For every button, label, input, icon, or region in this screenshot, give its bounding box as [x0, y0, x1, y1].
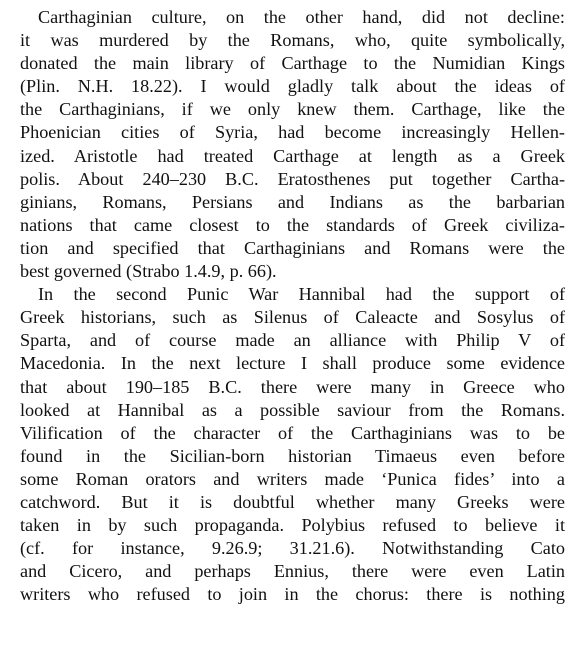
text-line: looked at Hannibal as a possible saviour from the Romans. — [20, 399, 565, 420]
text-line: writers who refused to join in the chorus: there is nothing — [20, 584, 565, 605]
text-line: Vilification of the character of the Carthaginians was to be — [20, 422, 565, 443]
text-line: Phoenician cities of Syria, had become increasingly Hellen- — [20, 122, 565, 143]
paragraph-carthaginian-culture — [20, 6, 565, 283]
text-line: (Plin. N.H. 18.22). I would gladly talk about the ideas of — [20, 76, 565, 97]
paragraph-second-punic-war — [20, 283, 565, 606]
text-line: the Carthaginians, if we only knew them. Carthage, like the — [20, 99, 565, 120]
text-line: donated the main library of Carthage to the Numidian Kings — [20, 53, 565, 74]
text-line: and Cicero, and perhaps Ennius, there were even Latin — [20, 561, 565, 582]
text-line: best governed (Strabo 1.4.9, p. 66). — [20, 261, 277, 282]
text-line: Greek historians, such as Silenus of Caleacte and Sosylus of — [20, 307, 565, 328]
text-line: Macedonia. In the next lecture I shall produce some evidence — [20, 353, 565, 374]
text-line: some Roman orators and writers made ‘Punica fides’ into a — [20, 468, 565, 489]
text-line: Carthaginian culture, on the other hand, did not decline: — [38, 7, 565, 27]
text-line: it was murdered by the Romans, who, quite symbolically, — [20, 30, 565, 51]
text-line: nations that came closest to the standards of Greek civiliza- — [20, 214, 565, 235]
text-line: ginians, Romans, Persians and Indians as the barbarian — [20, 191, 565, 212]
text-line: ized. Aristotle had treated Carthage at length as a Greek — [20, 145, 565, 166]
text-line: catchword. But it is doubtful whether many Greeks were — [20, 491, 565, 512]
text-line: that about 190–185 B.C. there were many in Greece who — [20, 376, 565, 397]
text-line: In the second Punic War Hannibal had the support of — [38, 284, 565, 305]
text-line: polis. About 240–230 B.C. Eratosthenes put together Cartha- — [20, 168, 565, 189]
text-line: tion and specified that Carthaginians and Romans were the — [20, 237, 565, 258]
text-line: taken in by such propaganda. Polybius refused to believe it — [20, 515, 565, 536]
text-line: (cf. for instance, 9.26.9; 31.21.6). Notwithstanding Cato — [20, 538, 565, 559]
text-line: found in the Sicilian-born historian Timaeus even before — [20, 445, 565, 466]
text-line: Sparta, and of course made an alliance with Philip V of — [20, 330, 565, 351]
